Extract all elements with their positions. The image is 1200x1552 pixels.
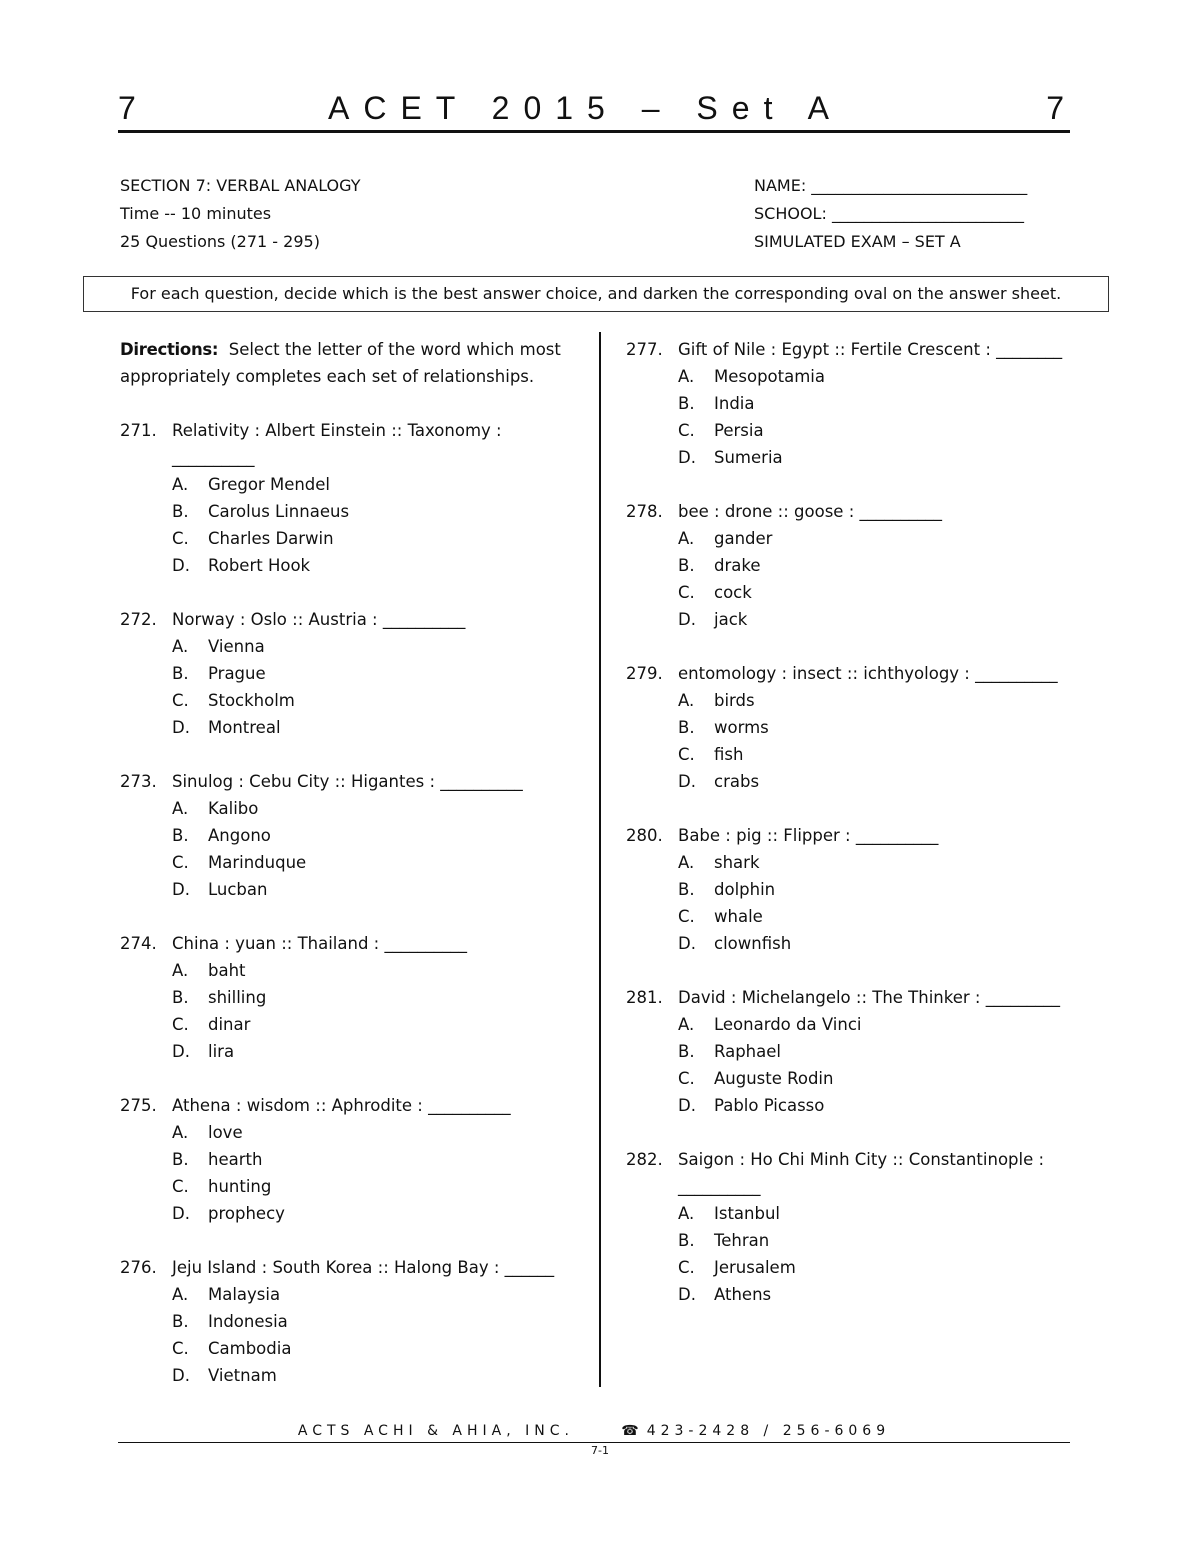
choice-text: cock <box>714 583 752 602</box>
choice-letter: A. <box>678 853 695 872</box>
answer-choice <box>626 1281 1086 1308</box>
answer-choice <box>120 795 580 822</box>
answer-choice <box>120 660 580 687</box>
choice-text: Pablo Picasso <box>714 1096 825 1115</box>
answer-choice <box>626 525 1086 552</box>
answer-choice <box>120 1281 580 1308</box>
answer-choice <box>120 714 580 741</box>
choice-letter: D. <box>678 448 696 467</box>
answer-choice <box>626 1092 1086 1119</box>
choice-letter: B. <box>172 502 189 521</box>
student-info <box>754 172 1027 256</box>
choice-letter: A. <box>678 1015 695 1034</box>
question-number: 279. <box>626 664 663 683</box>
choice-letter: A. <box>172 799 189 818</box>
question-text: Athena : wisdom :: Aphrodite : __________ <box>172 1096 511 1115</box>
answer-choice <box>120 957 580 984</box>
school-field: SCHOOL: ________________________ <box>754 204 1024 223</box>
answer-choice <box>626 444 1086 471</box>
question-278 <box>626 498 1086 633</box>
answer-choice <box>626 1065 1086 1092</box>
exam-title: ACET 2015 – Set A <box>328 90 843 126</box>
choice-letter: B. <box>678 718 695 737</box>
choice-text: Vietnam <box>208 1366 277 1385</box>
choice-letter: C. <box>172 691 189 710</box>
choice-text: Mesopotamia <box>714 367 825 386</box>
choice-letter: B. <box>678 1231 695 1250</box>
question-276 <box>120 1254 580 1389</box>
answer-choice <box>626 714 1086 741</box>
answer-choice <box>626 849 1086 876</box>
choice-letter: C. <box>172 1339 189 1358</box>
answer-choice <box>120 1011 580 1038</box>
choice-text: Auguste Rodin <box>714 1069 834 1088</box>
answer-choice <box>626 768 1086 795</box>
choice-letter: B. <box>678 556 695 575</box>
question-281 <box>626 984 1086 1119</box>
question-number: 274. <box>120 934 157 953</box>
question-stem <box>626 1146 1086 1200</box>
choice-text: India <box>714 394 755 413</box>
choice-letter: C. <box>678 907 695 926</box>
choice-text: Prague <box>208 664 266 683</box>
instructions-box: For each question, decide which is the best answer choice, and darken the corresponding oval on the answer sheet. <box>83 276 1109 312</box>
choice-text: dolphin <box>714 880 776 899</box>
page-footer <box>118 1420 1070 1443</box>
left-question-list <box>120 417 580 1389</box>
question-text: Sinulog : Cebu City :: Higantes : __________ <box>172 772 523 791</box>
question-number: 275. <box>120 1096 157 1115</box>
choice-text: drake <box>714 556 761 575</box>
choice-text: prophecy <box>208 1204 285 1223</box>
choice-letter: C. <box>678 583 695 602</box>
answer-choice <box>626 1011 1086 1038</box>
left-column <box>120 336 580 1416</box>
choice-text: lira <box>208 1042 235 1061</box>
choice-text: Marinduque <box>208 853 307 872</box>
answer-choice <box>120 822 580 849</box>
answer-choice <box>120 1173 580 1200</box>
answer-choice <box>626 687 1086 714</box>
question-text: David : Michelangelo :: The Thinker : _________ <box>678 988 1060 1007</box>
question-text: entomology : insect :: ichthyology : __________ <box>678 664 1058 683</box>
company-name: ACTS ACHI & AHIA, INC. <box>297 1423 574 1439</box>
choice-text: Gregor Mendel <box>208 475 331 494</box>
question-279 <box>626 660 1086 795</box>
choice-letter: B. <box>678 394 695 413</box>
choice-letter: A. <box>172 1123 189 1142</box>
answer-choice <box>120 552 580 579</box>
choice-text: Tehran <box>714 1231 770 1250</box>
choice-text: Lucban <box>208 880 268 899</box>
choice-text: hunting <box>208 1177 272 1196</box>
question-number: 272. <box>120 610 157 629</box>
answer-choice <box>626 741 1086 768</box>
choice-letter: A. <box>172 961 189 980</box>
choice-letter: B. <box>172 664 189 683</box>
question-text: Jeju Island : South Korea :: Halong Bay : ______ <box>172 1258 555 1277</box>
question-text: bee : drone :: goose : __________ <box>678 502 942 521</box>
choice-text: Raphael <box>714 1042 781 1061</box>
choice-letter: D. <box>678 610 696 629</box>
answer-choice <box>120 1119 580 1146</box>
answer-choice <box>120 525 580 552</box>
choice-letter: B. <box>678 1042 695 1061</box>
answer-choice <box>626 1200 1086 1227</box>
answer-choice <box>120 498 580 525</box>
page-header <box>118 88 1070 133</box>
choice-letter: C. <box>172 853 189 872</box>
choice-text: Indonesia <box>208 1312 288 1331</box>
choice-text: Persia <box>714 421 764 440</box>
choice-text: jack <box>714 610 748 629</box>
choice-text: shark <box>714 853 760 872</box>
question-text: China : yuan :: Thailand : __________ <box>172 934 467 953</box>
question-number: 281. <box>626 988 663 1007</box>
choice-letter: C. <box>172 1177 189 1196</box>
choice-letter: B. <box>172 1150 189 1169</box>
phone-numbers: 423-2428 / 256-6069 <box>646 1423 891 1439</box>
choice-letter: C. <box>678 1069 695 1088</box>
question-stem <box>626 498 1086 525</box>
page-number: 7-1 <box>591 1444 609 1457</box>
question-number: 276. <box>120 1258 157 1277</box>
choice-letter: D. <box>172 718 190 737</box>
choice-text: Sumeria <box>714 448 783 467</box>
question-number: 271. <box>120 421 157 440</box>
phone-icon: ☎ <box>621 1423 639 1439</box>
choice-letter: C. <box>678 421 695 440</box>
answer-choice <box>120 1335 580 1362</box>
choice-letter: D. <box>678 1096 696 1115</box>
question-273 <box>120 768 580 903</box>
choice-text: love <box>208 1123 243 1142</box>
right-question-list <box>626 336 1086 1308</box>
question-range: 25 Questions (271 - 295) <box>120 232 320 251</box>
choice-letter: C. <box>678 1258 695 1277</box>
name-field: NAME: ___________________________ <box>754 176 1028 195</box>
directions <box>120 336 580 390</box>
question-stem <box>120 768 580 795</box>
question-stem <box>626 822 1086 849</box>
question-275 <box>120 1092 580 1227</box>
answer-choice <box>626 552 1086 579</box>
choice-text: Stockholm <box>208 691 295 710</box>
question-number: 278. <box>626 502 663 521</box>
answer-choice <box>120 1200 580 1227</box>
column-divider <box>599 332 601 1387</box>
section-number-right: 7 <box>1046 90 1064 126</box>
answer-choice <box>626 417 1086 444</box>
choice-letter: B. <box>172 1312 189 1331</box>
choice-letter: A. <box>678 1204 695 1223</box>
choice-text: Carolus Linnaeus <box>208 502 350 521</box>
answer-choice <box>626 876 1086 903</box>
question-text: Babe : pig :: Flipper : __________ <box>678 826 939 845</box>
question-271 <box>120 417 580 579</box>
question-274 <box>120 930 580 1065</box>
choice-text: Jerusalem <box>714 1258 796 1277</box>
answer-choice <box>626 606 1086 633</box>
question-text: Saigon : Ho Chi Minh City :: Constantinople : __________ <box>678 1150 1045 1196</box>
question-277 <box>626 336 1086 471</box>
answer-choice <box>120 1308 580 1335</box>
choice-letter: D. <box>678 772 696 791</box>
choice-letter: D. <box>172 1042 190 1061</box>
choice-letter: A. <box>678 691 695 710</box>
question-number: 282. <box>626 1150 663 1169</box>
choice-letter: A. <box>678 529 695 548</box>
choice-letter: A. <box>678 367 695 386</box>
time-limit: Time -- 10 minutes <box>120 204 272 223</box>
choice-text: dinar <box>208 1015 251 1034</box>
choice-text: birds <box>714 691 755 710</box>
choice-letter: D. <box>678 934 696 953</box>
answer-choice <box>626 363 1086 390</box>
question-stem <box>120 606 580 633</box>
question-282 <box>626 1146 1086 1308</box>
choice-text: worms <box>714 718 769 737</box>
choice-text: Vienna <box>208 637 265 656</box>
directions-text: Select the letter of the word which most appropriately completes each set of relationships. <box>120 340 561 386</box>
choice-letter: D. <box>172 880 190 899</box>
choice-letter: A. <box>172 475 189 494</box>
choice-text: Robert Hook <box>208 556 311 575</box>
directions-label: Directions: <box>120 340 219 359</box>
choice-text: Athens <box>714 1285 772 1304</box>
choice-text: shilling <box>208 988 267 1007</box>
choice-letter: D. <box>172 556 190 575</box>
choice-text: Angono <box>208 826 271 845</box>
answer-choice <box>626 1227 1086 1254</box>
choice-text: Cambodia <box>208 1339 292 1358</box>
choice-text: gander <box>714 529 773 548</box>
answer-choice <box>120 1146 580 1173</box>
answer-choice <box>120 876 580 903</box>
answer-choice <box>120 1038 580 1065</box>
answer-choice <box>626 579 1086 606</box>
choice-letter: C. <box>172 1015 189 1034</box>
answer-choice <box>626 903 1086 930</box>
question-stem <box>120 417 580 471</box>
choice-text: Charles Darwin <box>208 529 334 548</box>
answer-choice <box>626 1038 1086 1065</box>
answer-choice <box>120 984 580 1011</box>
section-info <box>120 172 361 256</box>
answer-choice <box>120 687 580 714</box>
question-272 <box>120 606 580 741</box>
answer-choice <box>626 390 1086 417</box>
choice-letter: A. <box>172 1285 189 1304</box>
question-stem <box>626 660 1086 687</box>
question-text: Norway : Oslo :: Austria : __________ <box>172 610 466 629</box>
question-stem <box>120 1254 580 1281</box>
question-280 <box>626 822 1086 957</box>
section-name: SECTION 7: VERBAL ANALOGY <box>120 176 361 195</box>
choice-text: Montreal <box>208 718 281 737</box>
question-number: 273. <box>120 772 157 791</box>
question-number: 277. <box>626 340 663 359</box>
question-stem <box>120 1092 580 1119</box>
question-stem <box>626 336 1086 363</box>
answer-choice <box>120 849 580 876</box>
answer-choice <box>626 1254 1086 1281</box>
choice-letter: A. <box>172 637 189 656</box>
section-number-left: 7 <box>118 90 136 126</box>
question-text: Gift of Nile : Egypt :: Fertile Crescent : ________ <box>678 340 1063 359</box>
question-number: 280. <box>626 826 663 845</box>
right-column <box>626 336 1086 1335</box>
answer-choice <box>626 930 1086 957</box>
choice-letter: C. <box>172 529 189 548</box>
choice-letter: D. <box>172 1366 190 1385</box>
choice-letter: B. <box>678 880 695 899</box>
choice-text: baht <box>208 961 246 980</box>
choice-letter: B. <box>172 826 189 845</box>
question-stem <box>626 984 1086 1011</box>
choice-letter: B. <box>172 988 189 1007</box>
choice-text: clownfish <box>714 934 792 953</box>
answer-choice <box>120 471 580 498</box>
choice-text: Istanbul <box>714 1204 781 1223</box>
choice-letter: D. <box>172 1204 190 1223</box>
exam-label: SIMULATED EXAM – SET A <box>754 232 961 251</box>
choice-letter: D. <box>678 1285 696 1304</box>
choice-text: Malaysia <box>208 1285 281 1304</box>
answer-choice <box>120 633 580 660</box>
choice-text: fish <box>714 745 744 764</box>
choice-text: hearth <box>208 1150 263 1169</box>
answer-choice <box>120 1362 580 1389</box>
choice-letter: C. <box>678 745 695 764</box>
choice-text: Leonardo da Vinci <box>714 1015 862 1034</box>
choice-text: crabs <box>714 772 760 791</box>
choice-text: whale <box>714 907 763 926</box>
choice-text: Kalibo <box>208 799 259 818</box>
question-stem <box>120 930 580 957</box>
question-text: Relativity : Albert Einstein :: Taxonomy : __________ <box>172 421 502 467</box>
